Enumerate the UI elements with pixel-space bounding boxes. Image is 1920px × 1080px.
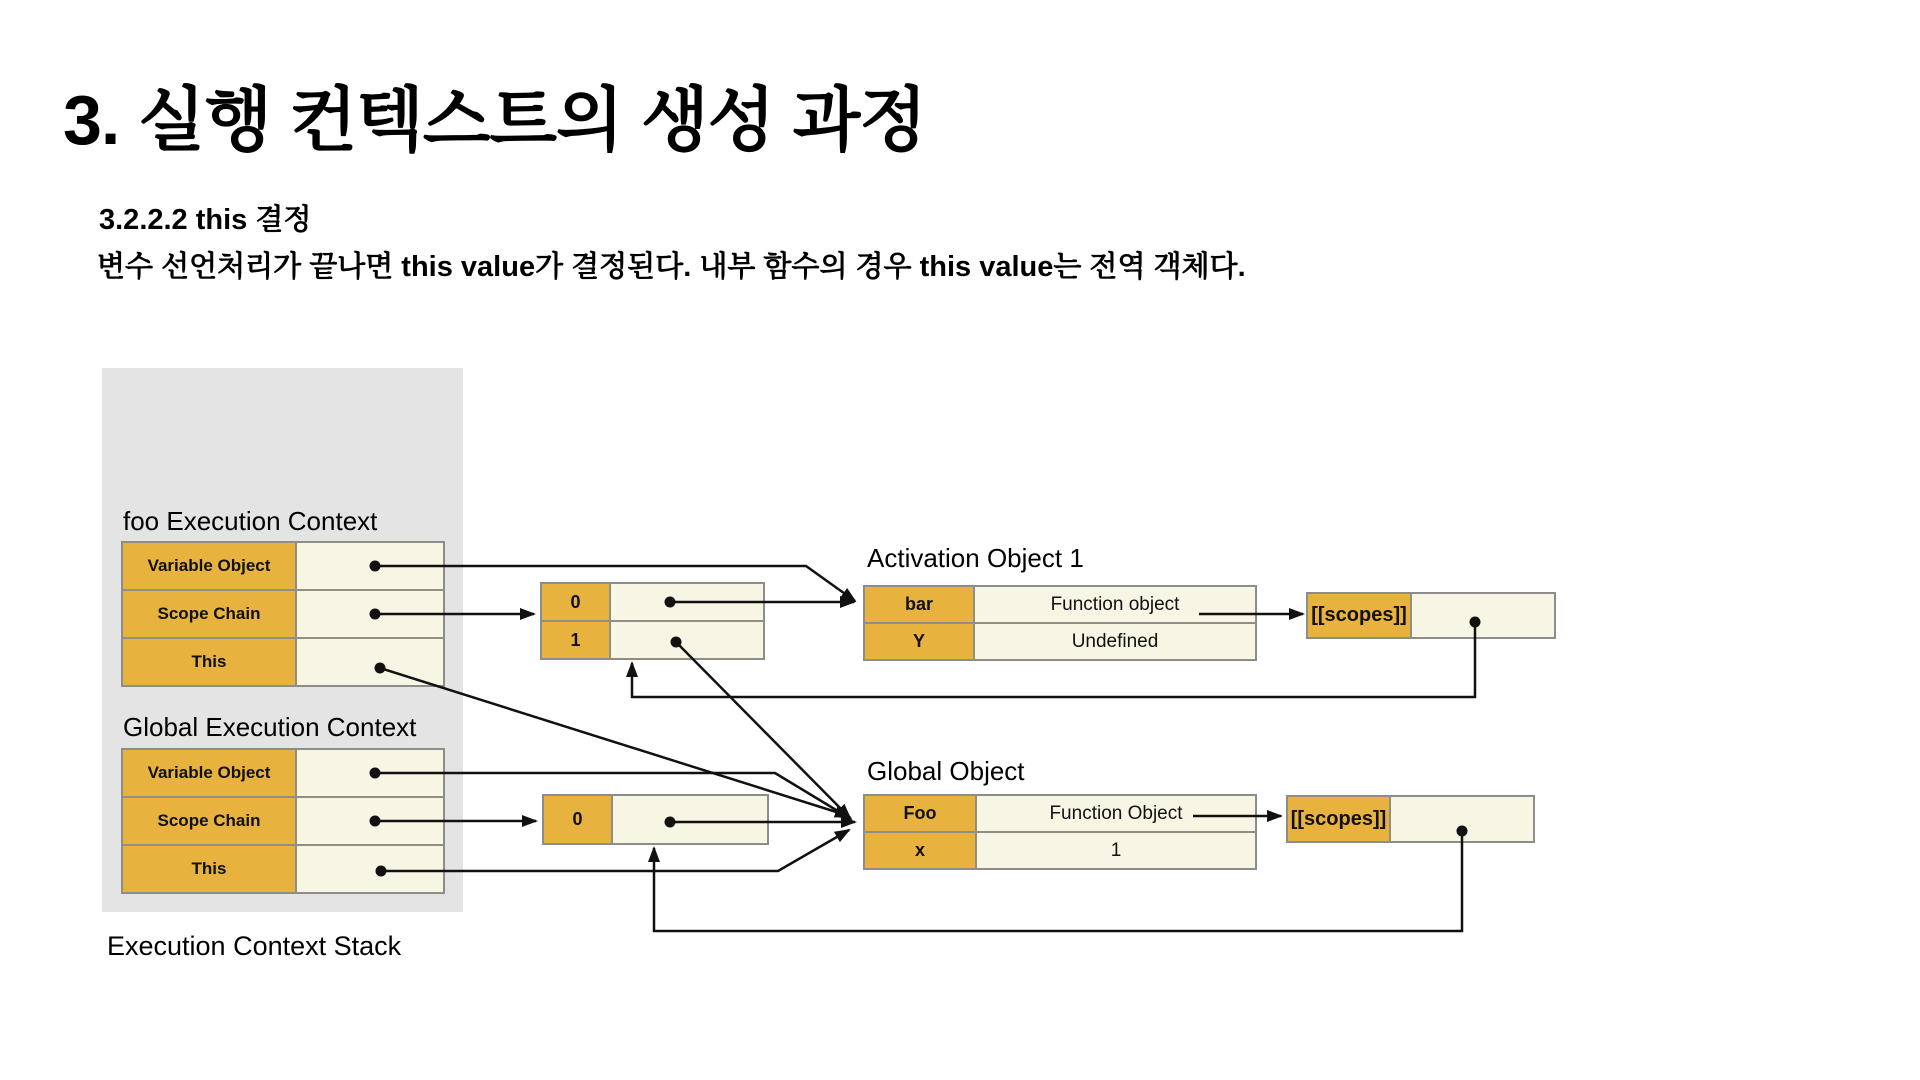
foo-scope-chain-value-0 xyxy=(610,583,764,621)
global-context-row-variable-object: Variable Object xyxy=(122,749,296,797)
foo-context-row-this: This xyxy=(122,638,296,686)
foo-scope-chain-index-1: 1 xyxy=(541,621,610,659)
foo-context-scope-chain-value-cell xyxy=(296,590,444,638)
global-object-label: Global Object xyxy=(867,756,1025,786)
foo-execution-context-label: foo Execution Context xyxy=(123,506,378,536)
global-object-key-foo: Foo xyxy=(864,795,976,832)
global-context-row-this: This xyxy=(122,845,296,893)
activation-object-value-function-object: Function object xyxy=(974,586,1256,623)
global-scope-chain-table xyxy=(542,794,769,845)
foo-scope-chain-table xyxy=(540,582,765,660)
activation-object-label: Activation Object 1 xyxy=(867,543,1084,573)
scopes-box-1-value-cell xyxy=(1411,593,1555,638)
global-object-value-1: 1 xyxy=(976,832,1256,869)
activation-object-value-undefined: Undefined xyxy=(974,623,1256,660)
global-context-variable-object-value-cell xyxy=(296,749,444,797)
foo-context-variable-object-value-cell xyxy=(296,542,444,590)
foo-context-row-variable-object: Variable Object xyxy=(122,542,296,590)
arrow-foo-scope-1-to-global-object xyxy=(676,642,850,818)
foo-context-row-scope-chain: Scope Chain xyxy=(122,590,296,638)
global-context-scope-chain-value-cell xyxy=(296,797,444,845)
global-context-row-scope-chain: Scope Chain xyxy=(122,797,296,845)
global-scope-chain-value-0 xyxy=(612,795,768,844)
scopes-box-2-value-cell xyxy=(1390,796,1534,842)
slide-body-text: 변수 선언처리가 끝나면 this value가 결정된다. 내부 함수의 경우 this value는 전역 객체다. xyxy=(97,251,1246,283)
foo-scope-chain-value-1 xyxy=(610,621,764,659)
scopes-box-1 xyxy=(1306,592,1556,639)
global-execution-context-table xyxy=(121,748,445,894)
global-scope-chain-index-0: 0 xyxy=(543,795,612,844)
global-object-key-x: x xyxy=(864,832,976,869)
scopes-box-1-label: [[scopes]] xyxy=(1307,593,1411,638)
activation-object-key-bar: bar xyxy=(864,586,974,623)
global-execution-context-label: Global Execution Context xyxy=(123,712,417,742)
scopes-box-2 xyxy=(1286,795,1535,843)
activation-object-table xyxy=(863,585,1257,661)
scopes-box-2-label: [[scopes]] xyxy=(1287,796,1390,842)
global-context-this-value-cell xyxy=(296,845,444,893)
foo-execution-context-table xyxy=(121,541,445,687)
activation-object-key-y: Y xyxy=(864,623,974,660)
page-title: 3. 실행 컨텍스트의 생성 과정 xyxy=(63,81,926,159)
section-subtitle: 3.2.2.2 this 결정 xyxy=(99,204,312,236)
global-object-value-function-object: Function Object xyxy=(976,795,1256,832)
foo-context-this-value-cell xyxy=(296,638,444,686)
execution-context-stack-label: Execution Context Stack xyxy=(107,931,402,961)
foo-scope-chain-index-0: 0 xyxy=(541,583,610,621)
global-object-table xyxy=(863,794,1257,870)
